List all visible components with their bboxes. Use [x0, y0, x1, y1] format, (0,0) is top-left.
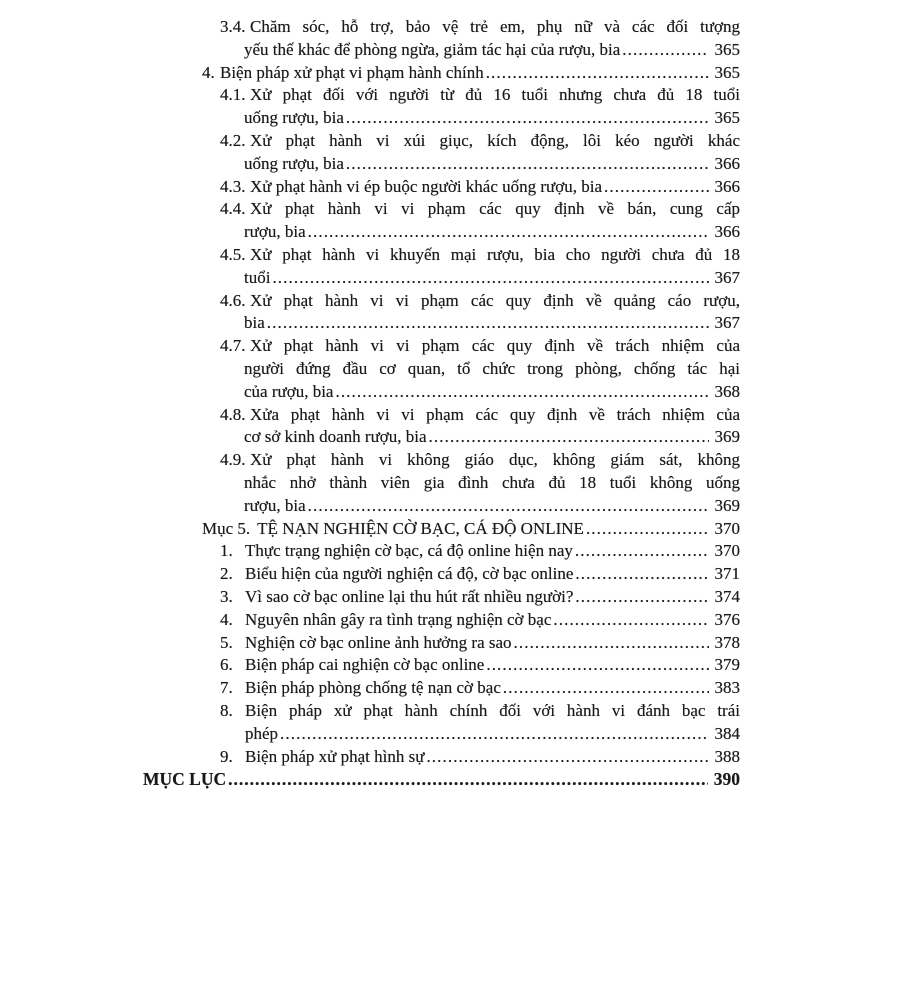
page-number: 388: [714, 746, 740, 766]
entry-number: Mục 5.: [202, 518, 251, 538]
entry-number: 4.8.: [220, 404, 246, 424]
page-number: 374: [714, 586, 740, 606]
dot-leader: [604, 176, 708, 199]
toc-line: [202, 62, 740, 85]
entry-text: của rượu, bia: [244, 381, 334, 401]
entry-text: Xử phạt hành vi vi phạm các quy định về trách nhiệm của: [250, 336, 740, 356]
dot-leader: [280, 723, 708, 746]
toc-line: [220, 153, 740, 176]
entry-number: 4.6.: [220, 290, 246, 310]
toc-line: [220, 176, 740, 199]
page-number: 371: [714, 564, 740, 584]
dot-leader: [514, 632, 709, 655]
entry-text: MỤC LỤC: [143, 769, 227, 790]
toc-line: [220, 267, 740, 290]
dot-leader: [575, 563, 708, 586]
toc-entry: [220, 586, 740, 609]
toc-line: [220, 746, 740, 769]
dot-leader: [575, 586, 708, 609]
page-number: 367: [714, 267, 740, 287]
toc-line: [220, 290, 740, 313]
entry-text: Xử phạt hành vi không giáo dục, không giám sát, không: [250, 450, 740, 470]
toc-line: [220, 586, 740, 609]
table-of-contents: [0, 16, 900, 791]
toc-entry: [220, 746, 740, 769]
entry-text: Biện pháp xử phạt vi phạm hành chính: [220, 62, 484, 82]
page-number: 384: [714, 723, 740, 743]
toc-entry: [220, 609, 740, 632]
entry-text: Biện pháp xử phạt hình sự: [245, 746, 425, 766]
dot-leader: [228, 768, 708, 791]
entry-text: Biện pháp cai nghiện cờ bạc online: [245, 655, 485, 675]
toc-line: [202, 518, 740, 541]
page-number: 365: [714, 39, 740, 59]
toc-line: [220, 563, 740, 586]
toc-line: [220, 723, 740, 746]
dot-leader: [429, 426, 709, 449]
toc-entry: [220, 130, 740, 176]
dot-leader: [503, 677, 709, 700]
toc-entry: [202, 518, 740, 541]
entry-number: 4.7.: [220, 336, 246, 356]
entry-text: Thực trạng nghiện cờ bạc, cá độ online hiện nay: [245, 541, 573, 561]
entry-number: 6.: [220, 655, 233, 675]
entry-number: 4.9.: [220, 450, 246, 470]
toc-entry: [220, 16, 740, 62]
entry-text: tuổi: [244, 267, 271, 287]
dot-leader: [486, 654, 708, 677]
page-number: 367: [714, 313, 740, 333]
toc-line: [220, 198, 740, 221]
toc-line: [220, 472, 740, 495]
entry-text: Xử phạt hành vi ép buộc người khác uống rượu, bia: [250, 176, 603, 196]
page-number: 365: [714, 108, 740, 128]
toc-line: [220, 312, 740, 335]
toc-entry: [220, 176, 740, 199]
toc-line: [220, 130, 740, 153]
dot-leader: [308, 495, 709, 518]
entry-number: 4.4.: [220, 199, 246, 219]
toc-line: [220, 221, 740, 244]
entry-text: TỆ NẠN NGHIỆN CỜ BẠC, CÁ ĐỘ ONLINE: [257, 518, 584, 538]
toc-entry: [143, 768, 740, 791]
toc-line: [220, 16, 740, 39]
entry-text: Xử phạt hành vi khuyến mại rượu, bia cho người chưa đủ 18: [250, 244, 740, 264]
toc-entry: [220, 449, 740, 517]
entry-number: 1.: [220, 541, 233, 561]
toc-line: [220, 404, 740, 427]
entry-text: Vì sao cờ bạc online lại thu hút rất nhiều người?: [245, 586, 574, 606]
entry-text: Xử phạt hành vi xúi giục, kích động, lôi kéo người khác: [250, 130, 740, 150]
page-number: 366: [714, 222, 740, 242]
entry-text: yếu thế khác để phòng ngừa, giảm tác hại của rượu, bia: [244, 39, 621, 59]
toc-line: [220, 426, 740, 449]
page-number: 383: [714, 678, 740, 698]
toc-entry: [220, 654, 740, 677]
entry-text: Xửa phạt hành vi vi phạm các quy định về trách nhiệm của: [250, 404, 740, 424]
entry-number: 7.: [220, 678, 233, 698]
entry-text: Xử phạt hành vi vi phạm các quy định về quảng cáo rượu,: [250, 290, 740, 310]
toc-line: [220, 700, 740, 723]
entry-text: Chăm sóc, hỗ trợ, bảo vệ trẻ em, phụ nữ và các đối tượng: [250, 17, 740, 36]
page-number: 376: [714, 609, 740, 629]
dot-leader: [622, 39, 708, 62]
page-number: 390: [713, 769, 740, 790]
toc-line: [220, 84, 740, 107]
entry-text: Biện pháp phòng chống tệ nạn cờ bạc: [245, 678, 501, 698]
page-number: 366: [714, 153, 740, 173]
entry-text: uống rượu, bia: [244, 108, 344, 128]
toc-line: [220, 632, 740, 655]
entry-number: 2.: [220, 564, 233, 584]
toc-entry: [220, 632, 740, 655]
toc-line: [220, 39, 740, 62]
entry-number: 8.: [220, 700, 233, 720]
entry-text: người đứng đầu cơ quan, tổ chức trong phòng, chống tác hại: [244, 358, 740, 378]
dot-leader: [586, 518, 709, 541]
toc-line: [220, 358, 740, 381]
toc-entry: [220, 677, 740, 700]
toc-line: [220, 449, 740, 472]
dot-leader: [346, 107, 709, 130]
toc-entry: [220, 244, 740, 290]
entry-number: 4.: [220, 609, 233, 629]
entry-number: 3.: [220, 586, 233, 606]
page-number: 370: [714, 541, 740, 561]
toc-line: [220, 495, 740, 518]
entry-text: cơ sở kinh doanh rượu, bia: [244, 427, 427, 447]
dot-leader: [553, 609, 708, 632]
dot-leader: [308, 221, 709, 244]
toc-line: [220, 244, 740, 267]
page-number: 369: [714, 495, 740, 515]
entry-number: 3.4.: [220, 17, 246, 36]
toc-line: [220, 107, 740, 130]
entry-text: uống rượu, bia: [244, 153, 344, 173]
page-number: 368: [714, 381, 740, 401]
toc-entry: [202, 62, 740, 85]
toc-entry: [220, 198, 740, 244]
toc-entry: [220, 335, 740, 403]
entry-text: phép: [245, 723, 279, 743]
entry-text: rượu, bia: [244, 222, 306, 242]
toc-line: [220, 335, 740, 358]
toc-line: [220, 654, 740, 677]
entry-text: rượu, bia: [244, 495, 306, 515]
entry-text: Biểu hiện của người nghiện cá độ, cờ bạc online: [245, 564, 574, 584]
dot-leader: [486, 62, 709, 85]
toc-line: [220, 540, 740, 563]
page-number: 369: [714, 427, 740, 447]
entry-number: 4.5.: [220, 244, 246, 264]
page-number: 370: [714, 518, 740, 538]
entry-text: Biện pháp xử phạt hành chính đối với hành vi đánh bạc trái: [245, 700, 740, 720]
dot-leader: [346, 153, 709, 176]
toc-line: [143, 768, 740, 791]
dot-leader: [267, 312, 709, 335]
toc-entry: [220, 540, 740, 563]
toc-line: [220, 381, 740, 404]
page-number: 366: [714, 176, 740, 196]
toc-entry: [220, 290, 740, 336]
dot-leader: [575, 540, 709, 563]
entry-number: 9.: [220, 746, 233, 766]
entry-text: Xử phạt đối với người từ đủ 16 tuổi nhưng chưa đủ 18 tuổi: [250, 85, 740, 105]
entry-number: 4.2.: [220, 130, 246, 150]
toc-entry: [220, 84, 740, 130]
toc-line: [220, 609, 740, 632]
toc-entry: [220, 700, 740, 746]
entry-number: 4.3.: [220, 176, 246, 196]
page-number: 379: [714, 655, 740, 675]
toc-entry: [220, 563, 740, 586]
entry-number: 5.: [220, 632, 233, 652]
entry-text: Xử phạt hành vi vi phạm các quy định về bán, cung cấp: [250, 199, 740, 219]
entry-text: Nghiện cờ bạc online ảnh hưởng ra sao: [245, 632, 512, 652]
dot-leader: [426, 746, 708, 769]
entry-text: nhắc nhở thành viên gia đình chưa đủ 18 tuổi không uống: [244, 472, 740, 492]
page-number: 365: [714, 62, 740, 82]
page-number: 378: [714, 632, 740, 652]
entry-number: 4.: [202, 62, 215, 82]
entry-text: Nguyên nhân gây ra tình trạng nghiện cờ bạc: [245, 609, 552, 629]
toc-entry: [220, 404, 740, 450]
dot-leader: [272, 267, 708, 290]
toc-line: [220, 677, 740, 700]
entry-text: bia: [244, 313, 265, 333]
dot-leader: [335, 381, 708, 404]
entry-number: 4.1.: [220, 85, 246, 105]
